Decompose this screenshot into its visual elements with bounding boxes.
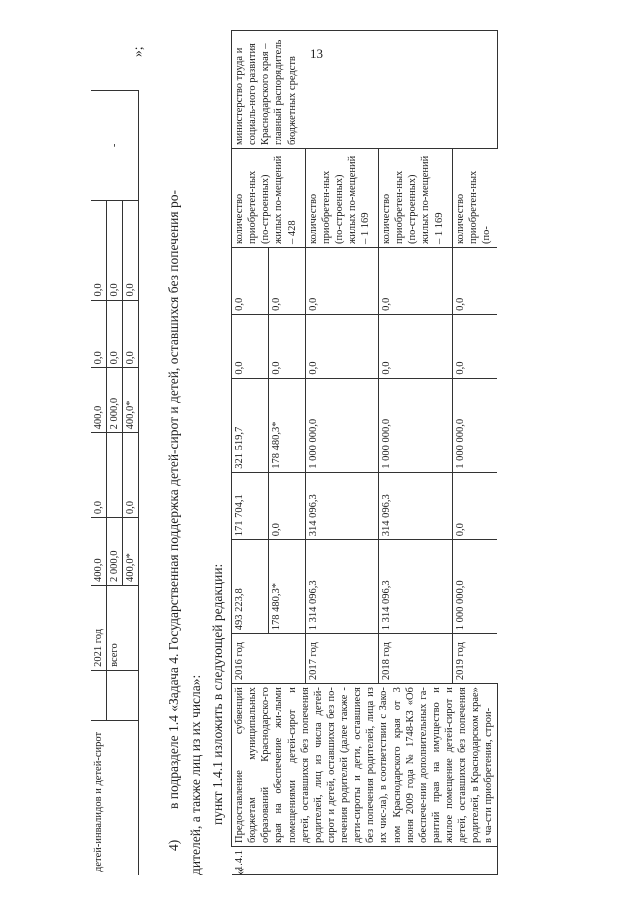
paragraph-line-3: пункт 1.4.1 изложить в следующей редакции: bbox=[210, 563, 225, 825]
row-total: 1 314 096,3 bbox=[379, 540, 453, 634]
row-year: 2017 год bbox=[305, 634, 379, 684]
rotated-page-content bbox=[55, 30, 615, 875]
top-value: 0,0 bbox=[91, 300, 107, 368]
row-regional: 1 000 000,0 bbox=[452, 378, 497, 472]
top-table-label: детей-инвалидов и детей-сирот bbox=[91, 720, 139, 875]
open-quote: « bbox=[232, 868, 247, 875]
row-regional: 321 519,7 bbox=[232, 378, 269, 472]
row-other: 0,0 bbox=[305, 248, 379, 315]
row-federal: 171 704,1 bbox=[232, 472, 269, 540]
top-table bbox=[91, 90, 139, 875]
row-total: 1 314 096,3 bbox=[305, 540, 379, 634]
row-total: 1 000 000,0 bbox=[452, 540, 497, 634]
close-quote: »; bbox=[130, 46, 145, 57]
page-number: 13 bbox=[310, 46, 323, 61]
top-value: 0,0 bbox=[107, 200, 123, 300]
executor: министерство труда и социаль-ного развития Краснодарского края – главный распорядитель бюджетных средств bbox=[232, 31, 498, 149]
top-value: 400,0* bbox=[123, 518, 139, 586]
row-local: 0,0 bbox=[268, 314, 305, 378]
row-federal: 314 096,3 bbox=[305, 472, 379, 540]
item-number: 1.4.1 bbox=[232, 847, 498, 875]
row-indicator: количество приобретен-ных (по- bbox=[452, 149, 497, 248]
row-local: 0,0 bbox=[379, 314, 453, 378]
row-local: 0,0 bbox=[452, 314, 497, 378]
top-year: 2021 год bbox=[91, 586, 107, 671]
top-value bbox=[107, 433, 123, 518]
row-other: 0,0 bbox=[379, 248, 453, 315]
top-value: 400,0* bbox=[123, 368, 139, 433]
row-regional: 178 480,3* bbox=[268, 378, 305, 472]
top-value: 0,0 bbox=[91, 433, 107, 518]
top-value: 0,0 bbox=[123, 300, 139, 368]
row-year: 2018 год bbox=[379, 634, 453, 684]
item-description: Предоставление субвенций бюджетам муниципальных образований Краснодарско-го края на обеспечение жи-лыми помещениями детей-сирот и детей, оставшихся без попечения родителей, лиц из числа детей-сирот и детей, оставшихся без по-печения родителей (далее также - дети-сироты и дети, оставшиеся без попечения родителей, лица из их чис-ла), в соответствии с Зако-ном Краснодарского края от 3 июня 2009 года № 1748-КЗ «Об обеспече-нии дополнительных га-рантий прав на имущество и жилое помещение детей-сирот и детей, оставшихся без попечения родителей, в Краснодарском крае» в ча-сти приобретения, строи- bbox=[232, 684, 498, 847]
row-other: 0,0 bbox=[232, 248, 269, 315]
row-regional: 1 000 000,0 bbox=[379, 378, 453, 472]
top-row-empty bbox=[107, 670, 139, 720]
top-indicator: - bbox=[91, 91, 139, 201]
top-value: 0,0 bbox=[123, 433, 139, 518]
top-value: 0,0 bbox=[91, 200, 107, 300]
top-value: 400,0 bbox=[91, 518, 107, 586]
top-value: 2 000,0 bbox=[107, 518, 123, 586]
row-local: 0,0 bbox=[232, 314, 269, 378]
row-other: 0,0 bbox=[268, 248, 305, 315]
row-indicator: количество приобретен-ных (по-строенных) жилых по-мещений – 1 169 bbox=[379, 149, 453, 248]
row-indicator: количество приобретен-ных (по-строенных) жилых по-мещений – 1 169 bbox=[305, 149, 379, 248]
row-indicator: количество приобретен-ных (по-строенных) жилых по-мещений – 428 bbox=[232, 149, 306, 248]
row-federal: 0,0 bbox=[452, 472, 497, 540]
main-table bbox=[231, 30, 498, 875]
paragraph-line-2: дителей, а также лиц из их числа»: bbox=[188, 674, 203, 875]
paragraph-line-1: в подразделе 1.4 «Задача 4. Государственная поддержка детей-сирот и детей, оставшихся без попечения ро- bbox=[166, 190, 181, 809]
row-regional: 1 000 000,0 bbox=[305, 378, 379, 472]
row-year: 2019 год bbox=[452, 634, 497, 684]
top-value: 0,0 bbox=[107, 300, 123, 368]
row-total: 178 480,3* bbox=[268, 540, 305, 634]
paragraph-number: 4) bbox=[166, 839, 181, 851]
row-federal: 314 096,3 bbox=[379, 472, 453, 540]
row-local: 0,0 bbox=[305, 314, 379, 378]
top-value: 400,0 bbox=[91, 368, 107, 433]
row-federal: 0,0 bbox=[268, 472, 305, 540]
row-other: 0,0 bbox=[452, 248, 497, 315]
top-value: 0,0 bbox=[123, 200, 139, 300]
top-row-empty bbox=[91, 670, 107, 720]
top-value: 2 000,0 bbox=[107, 368, 123, 433]
row-year: 2016 год bbox=[232, 634, 306, 684]
top-year: всего bbox=[107, 586, 139, 671]
row-total: 493 223,8 bbox=[232, 540, 269, 634]
